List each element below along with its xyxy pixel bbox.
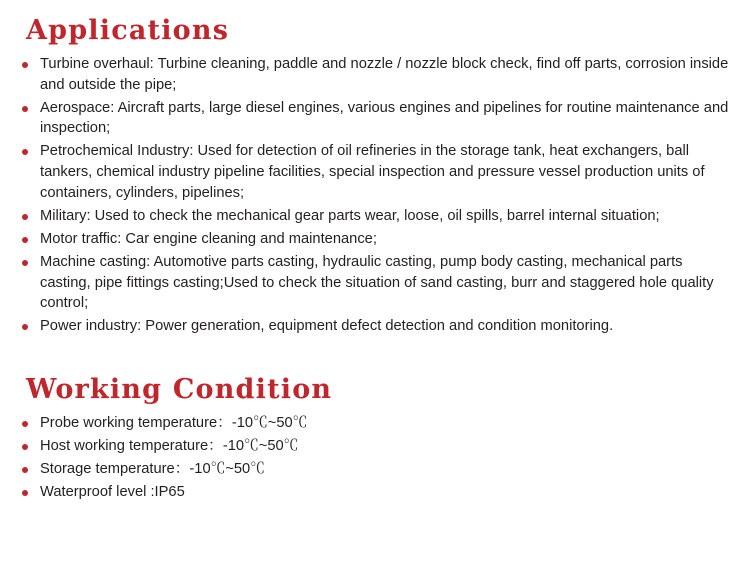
list-item: Storage temperature：-10℃~50℃ [14,459,736,480]
working-condition-list [14,413,736,503]
list-item: Military: Used to check the mechanical gear parts wear, loose, oil spills, barrel internal situation; [14,206,736,227]
list-item: Machine casting: Automotive parts casting, hydraulic casting, pump body casting, mechanical parts casting, pipe fittings casting;Used to check the situation of sand casting, burr and staggered hole quality control; [14,252,736,315]
list-item: Motor traffic: Car engine cleaning and maintenance; [14,229,736,250]
list-item: Waterproof level :IP65 [14,482,736,503]
list-item: Turbine overhaul: Turbine cleaning, paddle and nozzle / nozzle block check, find off parts, corrosion inside and outside the pipe; [14,54,736,96]
list-item: Power industry: Power generation, equipment defect detection and condition monitoring. [14,316,736,337]
applications-heading: Applications [26,15,230,46]
list-item: Petrochemical Industry: Used for detection of oil refineries in the storage tank, heat exchangers, ball tankers, chemical industry pipeline facilities, special inspection and pressure vessel production units of containers, cylinders, pipelines; [14,141,736,204]
working-condition-heading: Working Condition [26,374,333,406]
list-item: Probe working temperature：-10℃~50℃ [14,413,736,434]
list-item: Aerospace: Aircraft parts, large diesel engines, various engines and pipelines for routine maintenance and inspection; [14,98,736,140]
applications-list [14,54,736,337]
list-item: Host working temperature：-10℃~50℃ [14,436,736,457]
